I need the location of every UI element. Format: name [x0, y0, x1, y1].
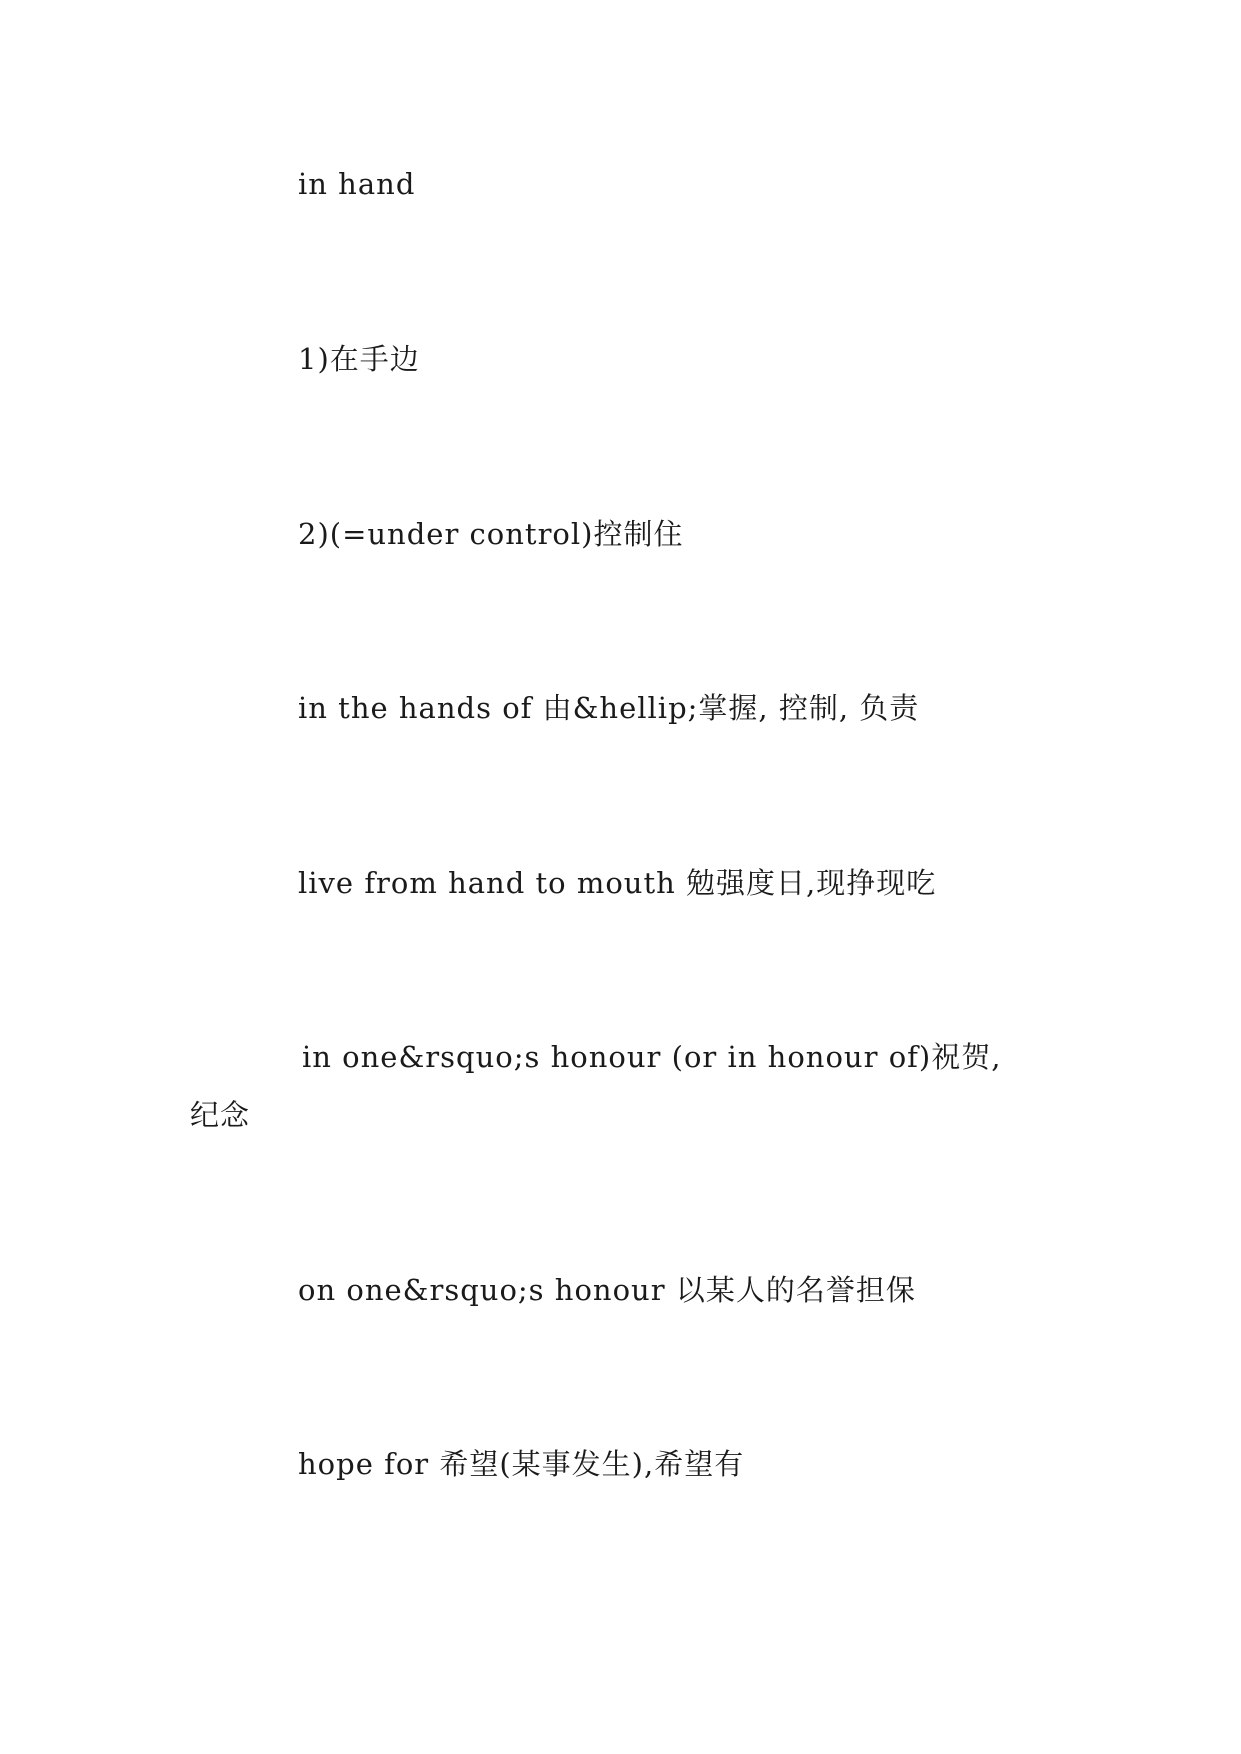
entry-in-the-hands-of: in the hands of 由&hellip;掌握, 控制, 负责	[298, 691, 920, 725]
entry-live-from-hand-to-mouth: live from hand to mouth 勉强度日,现挣现吃	[298, 866, 937, 900]
entry-definition-1: 1)在手边	[298, 342, 420, 376]
entry-in-ones-honour: in one&rsquo;s honour (or in honour of)祝贺,	[302, 1040, 1002, 1074]
entry-in-hand: in hand	[298, 167, 416, 201]
entry-in-ones-honour-continuation: 纪念	[190, 1098, 251, 1132]
entry-hope-for: hope for 希望(某事发生),希望有	[298, 1447, 745, 1481]
entry-on-ones-honour: on one&rsquo;s honour 以某人的名誉担保	[298, 1273, 916, 1307]
entry-definition-2: 2)(=under control)控制住	[298, 517, 684, 551]
